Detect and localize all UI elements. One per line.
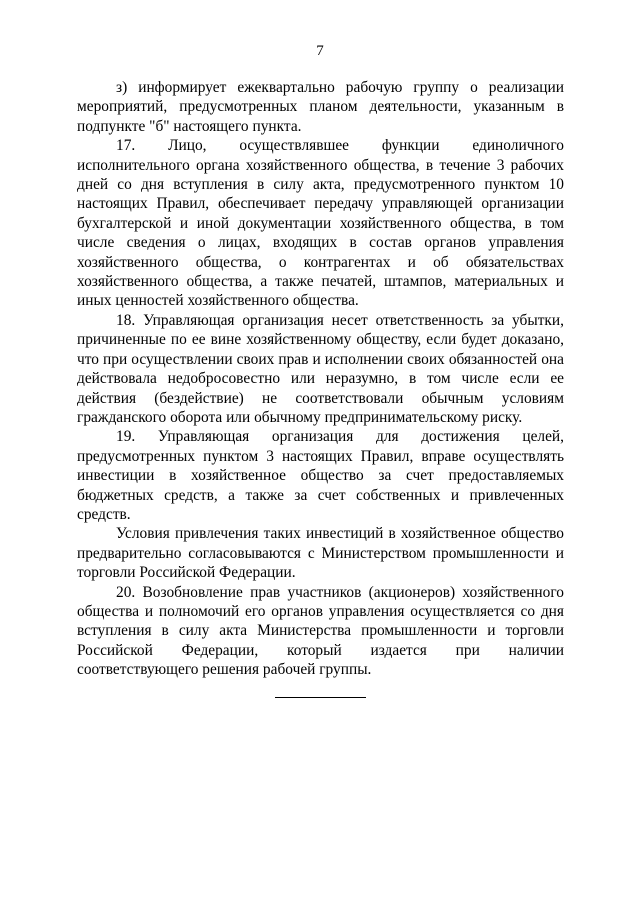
end-separator-line [275, 697, 366, 698]
paragraph-19: 19. Управляющая организация для достижения целей, предусмотренных пунктом 3 настоящих Правил, вправе осуществлять инвестиции в хозяйственное общество за счет предоставляемых бюджетных средств, а также за счет собственных и привлеченных средств. [77, 428, 564, 523]
page-number: 7 [316, 43, 324, 59]
paragraph-19-conditions: Условия привлечения таких инвестиций в хозяйственное общество предварительно согласовываются с Министерством промышленности и торговли Российской Федерации. [77, 525, 564, 582]
paragraph-3z: з) информирует ежеквартально рабочую группу о реализации мероприятий, предусмотренных планом деятельности, указанным в подпункте "б" настоящего пункта. [77, 79, 564, 135]
paragraph-20: 20. Возобновление прав участников (акционеров) хозяйственного общества и полномочий его органов управления осуществляется со дня вступления в силу акта Министерства промышленности и торговли Российской Федерации, который издается при наличии соответствующего решения рабочей группы. [77, 583, 564, 679]
paragraph-18: 18. Управляющая организация несет ответственность за убытки, причиненные по ее вине хозяйственному обществу, если будет доказано, что при осуществлении своих прав и исполнении своих обязанностей она действовала недобросовестно или неразумно, в том числе если ее действия (бездействие) не соответствовали обычным условиям гражданского оборота или обычному предпринимательскому риску. [77, 311, 564, 426]
document-body [77, 78, 564, 680]
paragraph-17: 17. Лицо, осуществлявшее функции единоличного исполнительного органа хозяйственного общества, в течение 3 рабочих дней со дня вступления в силу акта, предусмотренного пунктом 10 настоящих Правил, обеспечивает передачу управляющей организации бухгалтерской и иной документации хозяйственного общества, в том числе сведения о лицах, входящих в состав органов управления хозяйственного общества, о контрагентах и об обязательствах хозяйственного общества, а также печатей, штампов, материальных и иных ценностей хозяйственного общества. [77, 137, 564, 310]
